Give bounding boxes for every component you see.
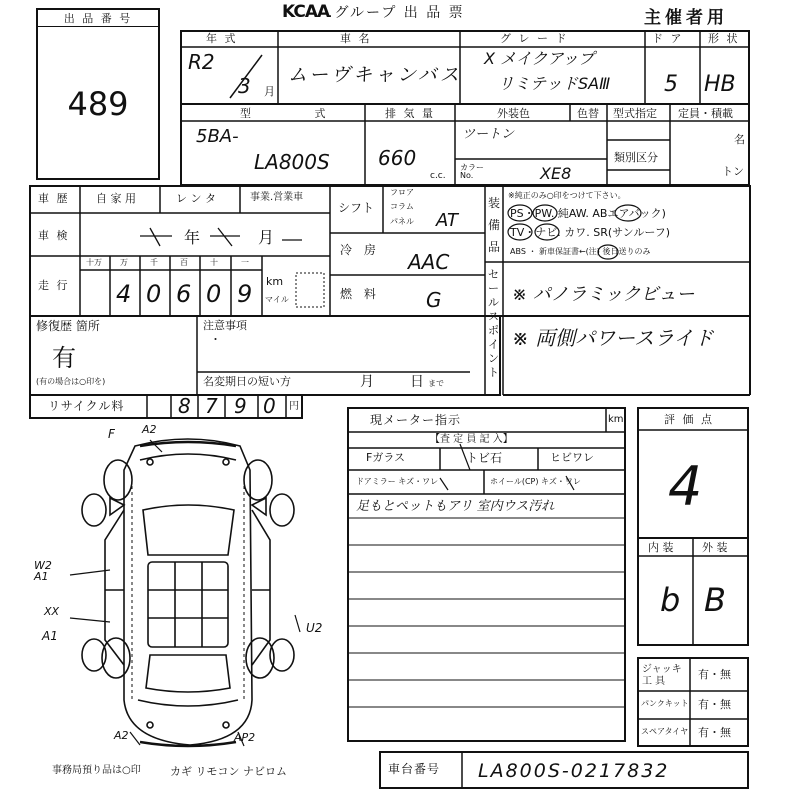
score-label: 評 価 点: [664, 413, 714, 426]
repair-note: (有の場合は○印を): [36, 377, 106, 386]
repair-value: 有: [52, 344, 76, 372]
exterior-color-value: ツートン: [462, 127, 515, 142]
spare-label: スペアタイヤ: [641, 727, 689, 736]
shift-value: AT: [436, 210, 458, 231]
grade-line1: X メイクアップ: [484, 49, 595, 68]
car-name-label: 車 名: [340, 32, 372, 45]
recycle-unit: 円: [289, 401, 299, 412]
displacement-value: 660: [378, 146, 417, 170]
jack-value: 有・無: [698, 668, 731, 681]
interior-value: b: [660, 581, 681, 619]
name-change-label: 名変期日の短い方: [203, 375, 291, 388]
capacity-label: 定員・積載: [678, 107, 733, 120]
diagram-mark-f: F: [108, 427, 115, 441]
history-option-rental: レ ン タ: [176, 192, 216, 205]
shift-option-column: コラム: [390, 202, 414, 211]
diagram-mark-a2-top: A2: [142, 423, 157, 436]
diagram-mark-xx: XX: [44, 605, 60, 618]
model-line2: LA800S: [254, 150, 330, 174]
recycle-digit-3: 9: [234, 394, 247, 418]
chassis-label: 車台番号: [388, 762, 441, 776]
wheel-label: ホイール(CP) キズ・ワレ: [490, 477, 581, 486]
category-label: 類別区分: [614, 151, 658, 164]
glass-item-chip: トビ石: [466, 451, 503, 465]
meter-label: 現メーター指示: [370, 413, 462, 427]
mirror-label: ドアミラー キズ・ワレ: [356, 477, 439, 486]
recycle-digit-1: 8: [178, 394, 191, 418]
group-title: .グループ 出 品 票: [328, 5, 465, 21]
lot-number-value: 489: [67, 85, 129, 123]
mileage-unit-1: 一: [241, 258, 249, 267]
inspection-label: 車 検: [38, 229, 70, 242]
model-label: 型 式: [240, 107, 356, 120]
diagram-mark-ap2: AP2: [234, 731, 256, 744]
equipment-line1: PS・PW. 純AW. ABエアバック): [510, 207, 666, 220]
model-designation-label: 型式指定: [613, 107, 657, 120]
mileage-unit-100k: 十万: [86, 258, 102, 267]
office-note: 事務局預り品は○印: [52, 765, 141, 776]
caution-label: 注意事項: [203, 319, 247, 332]
history-option-business: 事業.営業車: [250, 192, 304, 203]
diagram-mark-a2-bottom: A2: [114, 729, 129, 742]
meter-unit: km: [608, 414, 624, 425]
recycle-digit-4: 0: [263, 394, 276, 418]
exterior-color-label: 外装色: [497, 107, 530, 120]
history-label: 車 歴: [38, 192, 70, 205]
equipment-line2: TV・ナビ. カワ. SR(サンルーフ): [510, 226, 671, 239]
mileage-unit-10k: 万: [120, 258, 128, 267]
mileage-unit-10: 十: [210, 258, 218, 267]
sale-points-label: セールスポイント: [488, 268, 499, 379]
mileage-digit-1k: 0: [146, 280, 162, 308]
ac-value: AAC: [408, 250, 450, 274]
kcaa-logo: KCAA: [282, 2, 330, 22]
history-option-private: 自 家 用: [96, 192, 136, 205]
equipment-note: ※純正のみ○印をつけて下さい。: [508, 191, 626, 200]
interior-label: 内 装: [648, 541, 674, 554]
color-no-value: XE8: [540, 164, 572, 183]
diagram-mark-w2a1: W2 A1: [34, 559, 52, 583]
recycle-digit-2: 7: [205, 394, 218, 418]
color-change-label: 色替: [577, 107, 599, 120]
recycle-label: リサイクル料: [48, 399, 125, 413]
jack-label: ジャッキ 工 具: [642, 664, 682, 687]
ac-label: 冷 房: [340, 243, 380, 257]
caution-dot: ・: [210, 333, 221, 346]
model-line1: 5BA-: [196, 126, 239, 147]
inspection-month-unit: 月: [258, 228, 275, 247]
exterior-value: B: [704, 581, 726, 619]
fuel-value: G: [426, 288, 442, 312]
door-value: 5: [664, 72, 678, 97]
cc-unit: c.c.: [430, 171, 446, 181]
mileage-digit-10k: 4: [116, 280, 132, 308]
repair-label: 修復歴 箇所: [36, 319, 100, 333]
mileage-unit-100: 百: [180, 258, 188, 267]
diagram-mark-u2: U2: [306, 621, 323, 635]
mileage-digit-1: 9: [237, 280, 253, 308]
shift-option-panel: パネル: [390, 217, 414, 226]
chassis-value: LA800S-0217832: [478, 760, 670, 782]
mileage-label: 走 行: [38, 279, 70, 292]
shape-label: 形 状: [708, 32, 740, 45]
year-era-value: R2: [188, 50, 215, 74]
grade-line2: リミテッドSAⅢ: [498, 74, 611, 93]
year-label: 年 式: [206, 32, 238, 45]
car-name-value: ムーヴキャンバス: [288, 64, 462, 86]
displacement-label: 排 気 量: [385, 107, 435, 120]
mileage-digit-100: 6: [176, 280, 192, 308]
office-items: カギ リモコン ナビロム: [170, 765, 287, 778]
diagram-mark-a1: A1: [42, 629, 58, 643]
fuel-label: 燃 料: [340, 287, 380, 301]
shift-label: シフト: [338, 201, 375, 215]
mile-label: マイル: [265, 295, 289, 304]
meter-remark: 足もとペットもアリ 室内ウス汚れ: [356, 499, 555, 514]
capacity-ton-unit: トン: [722, 165, 744, 178]
year-month-value: 3: [238, 74, 251, 98]
glass-item-crack: ヒビワレ: [550, 451, 594, 464]
grade-label: グ レ ー ド: [500, 32, 569, 45]
equipment-label: 装備品: [488, 196, 501, 254]
door-label: ド ア: [652, 32, 684, 45]
sale-point-1: ※ パノラミックビュー: [512, 284, 695, 305]
score-value: 4: [668, 455, 703, 518]
color-no-label: カラー No.: [460, 163, 484, 180]
lot-number-label: 出 品 番 号: [63, 12, 133, 25]
name-change-until: まで: [428, 379, 444, 388]
km-label: km: [266, 275, 284, 288]
puncture-value: 有・無: [698, 698, 731, 711]
capacity-person-unit: 名: [734, 133, 745, 146]
exterior-label: 外 装: [702, 541, 728, 554]
name-change-day: 日: [410, 374, 424, 390]
shift-option-floor: フロア: [390, 188, 414, 197]
assessment-header: 【査 定 員 記 入】: [430, 434, 513, 445]
equipment-line3: ABS ・ 新車保証書←(注) 後日送りのみ: [510, 247, 651, 256]
glass-label: Fガラス: [366, 451, 405, 464]
name-change-month: 月: [360, 374, 374, 390]
mileage-digit-10: 0: [206, 280, 222, 308]
puncture-label: パンクキット: [641, 699, 689, 708]
organizer-label: 主催者用: [644, 8, 728, 28]
shape-value: HB: [704, 72, 736, 97]
spare-value: 有・無: [698, 726, 731, 739]
inspection-year-unit: 年: [184, 228, 201, 247]
year-month-unit: 月: [264, 85, 275, 98]
sale-point-2: ※ 両側パワースライド: [512, 326, 714, 350]
mileage-unit-1k: 千: [150, 258, 158, 267]
